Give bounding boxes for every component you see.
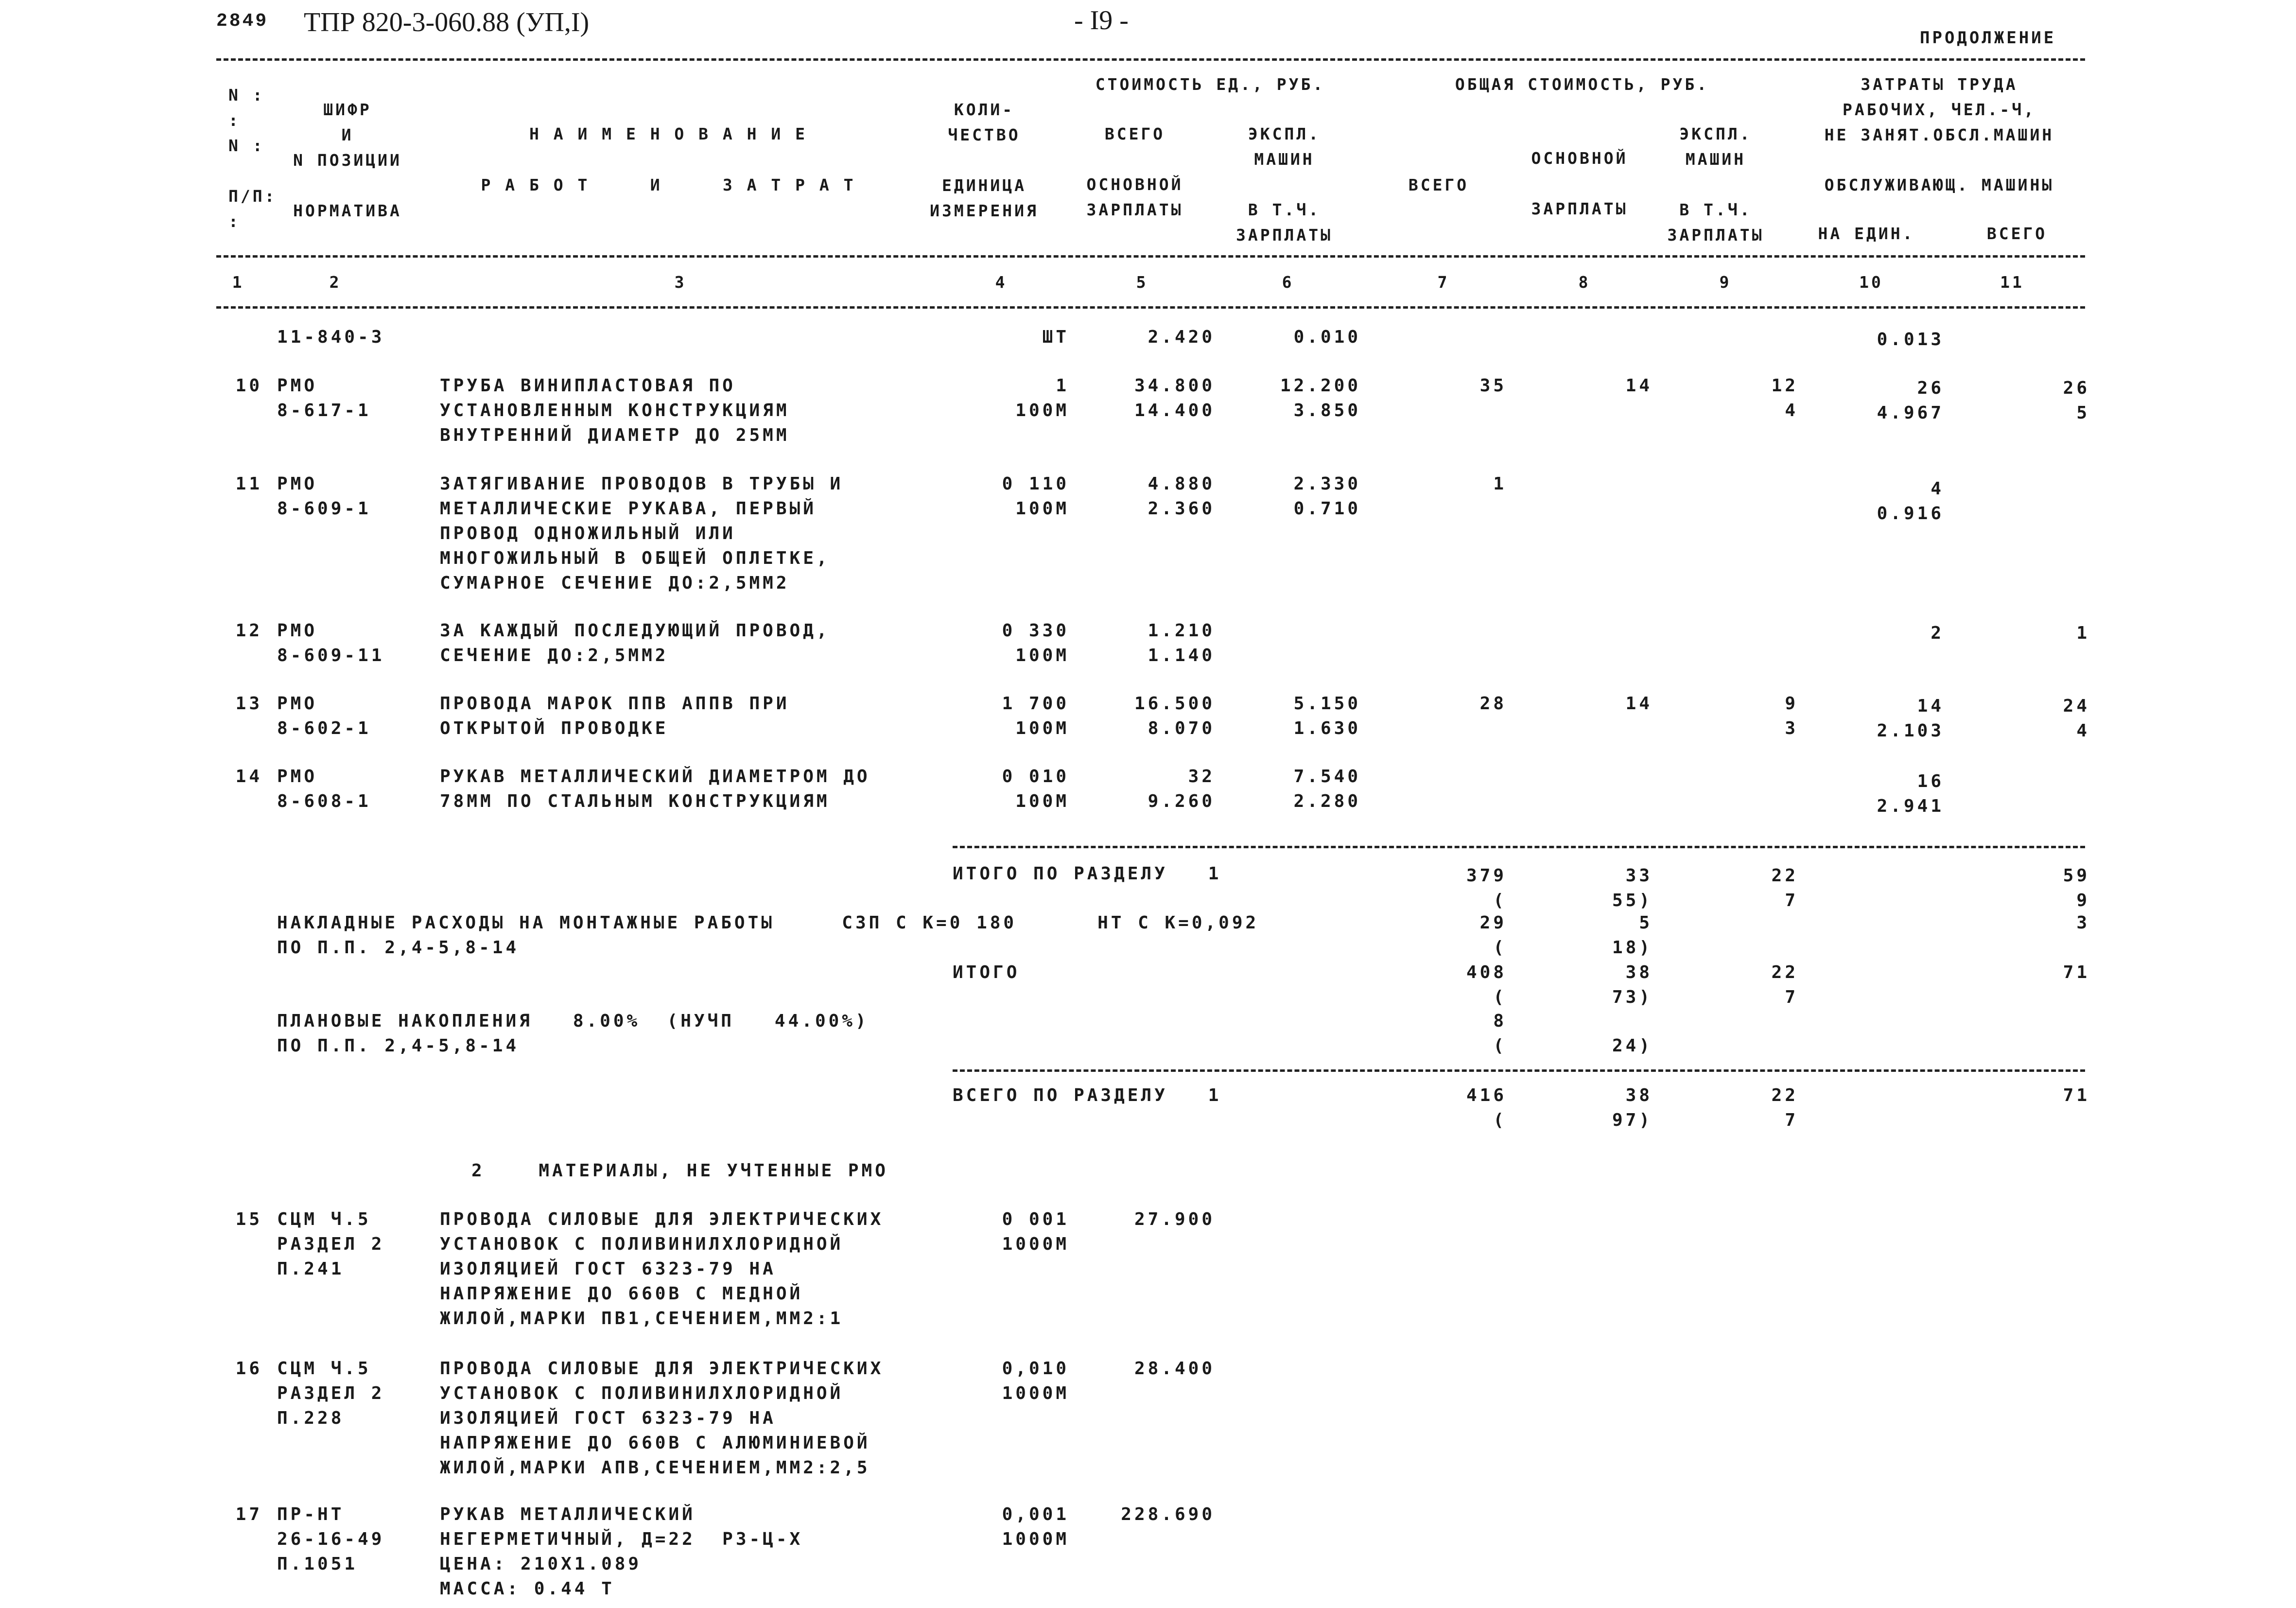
mat-row-15-qty: 0 001 1000М xyxy=(1002,1209,1069,1254)
colnum-11: 11 xyxy=(2000,273,2024,292)
mat-row-16-qty: 0,010 1000М xyxy=(1002,1359,1069,1403)
colnum-9: 9 xyxy=(1719,273,1732,292)
row-0-labor-unit: 0.013 xyxy=(1877,330,1944,350)
header-total-machine: ЭКСПЛ. МАШИН В Т.Ч. ЗАРПЛАТЫ xyxy=(1667,124,1764,245)
itogo-razdel-labor: 59 9 xyxy=(2063,866,2090,910)
header-name-bottom: Р А Б О Т И З А Т Р А Т xyxy=(481,175,856,194)
header-unit-total: ВСЕГО ОСНОВНОЙ ЗАРПЛАТЫ xyxy=(1086,124,1183,219)
row-5-num: 14 xyxy=(235,767,262,787)
row-2-code: РМО 8-609-1 xyxy=(277,474,371,519)
mat-row-17-num: 17 xyxy=(235,1504,262,1524)
colnum-7: 7 xyxy=(1437,273,1450,292)
row-4-tmach: 9 3 xyxy=(1785,694,1798,738)
itogo-labor: 71 xyxy=(2063,962,2090,982)
vsego-label: ВСЕГО ПО РАЗДЕЛУ 1 xyxy=(953,1085,1222,1105)
header-num: N : : N : П/П: : xyxy=(228,86,277,231)
row-5-name: РУКАВ МЕТАЛЛИЧЕСКИЙ ДИАМЕТРОМ ДО 78ММ ПО СТАЛЬНЫМ КОНСТРУКЦИЯМ xyxy=(440,767,870,811)
row-5-mach: 7.540 2.280 xyxy=(1293,767,1361,811)
row-2-total: 1 xyxy=(1493,474,1507,494)
mat-row-15-cost: 27.900 xyxy=(1134,1209,1215,1229)
itogo-razdel-wage-open: ( xyxy=(1493,891,1507,910)
overhead-total: 29 ( xyxy=(1479,913,1507,958)
row-5-cost: 32 9.260 xyxy=(1148,767,1215,811)
colnum-3: 3 xyxy=(674,273,687,292)
itogo-label: ИТОГО xyxy=(953,962,1020,982)
row-2-num: 11 xyxy=(235,474,262,494)
row-1-cost: 34.800 14.400 xyxy=(1134,376,1215,420)
header-labor-sub: ОБСЛУЖИВАЮЩ. МАШИНЫ xyxy=(1824,175,2054,194)
row-2-mach: 2.330 0.710 xyxy=(1293,474,1361,519)
itogo-razdel-wage: 33 55) xyxy=(1612,866,1652,910)
mat-row-17-qty: 0,001 1000М xyxy=(1002,1504,1069,1549)
row-2-qty: 0 110 100М xyxy=(1002,474,1069,519)
overhead-labor: 3 xyxy=(2076,913,2090,933)
row-1-name: ТРУБА ВИНИПЛАСТОВАЯ ПО УСТАНОВЛЕННЫМ КОНСТРУКЦИЯМ ВНУТРЕННИЙ ДИАМЕТР ДО 25ММ xyxy=(440,376,790,445)
header-bottom-rule xyxy=(216,255,2085,258)
colnum-10: 10 xyxy=(1859,273,1883,292)
row-0-code: 11-840-3 xyxy=(277,327,385,347)
row-0-qty: ШТ xyxy=(1042,327,1069,347)
mat-row-16-num: 16 xyxy=(235,1359,262,1379)
row-4-mach: 5.150 1.630 xyxy=(1293,694,1361,738)
row-1-qty: 1 100М xyxy=(1015,376,1069,420)
row-0-cost: 2.420 xyxy=(1148,327,1215,347)
row-3-name: ЗА КАЖДЫЙ ПОСЛЕДУЮЩИЙ ПРОВОД, СЕЧЕНИЕ ДО:2,5ММ2 xyxy=(440,621,830,665)
itogo-total: 408 ( xyxy=(1466,962,1507,1007)
header-labor-unit: НА ЕДИН. xyxy=(1818,224,1915,243)
mat-row-16-name: ПРОВОДА СИЛОВЫЕ ДЛЯ ЭЛЕКТРИЧЕСКИХ УСТАНОВОК С ПОЛИВИНИЛХЛОРИДНОЙ ИЗОЛЯЦИЕЙ ГОСТ 6323-79 НА НАПРЯЖЕНИЕ ДО 660В С АЛЮМИНИЕВОЙ ЖИЛОЙ,МАРКИ АПВ,СЕЧЕНИЕМ,ММ2:2,5 xyxy=(440,1359,884,1478)
header-total-all: ВСЕГО xyxy=(1408,175,1469,194)
row-4-total: 28 xyxy=(1479,694,1507,714)
mat-row-17-code: ПР-НТ 26-16-49 П.1051 xyxy=(277,1504,385,1574)
row-3-qty: 0 330 100М xyxy=(1002,621,1069,665)
summary-top-rule xyxy=(953,846,2085,848)
header-code: ШИФР И N ПОЗИЦИИ НОРМАТИВА xyxy=(293,100,402,220)
header-total-cost-group: ОБЩАЯ СТОИМОСТЬ, РУБ. xyxy=(1455,75,1709,94)
row-1-labor-unit: 26 4.967 xyxy=(1877,378,1944,423)
row-1-num: 10 xyxy=(235,376,262,396)
plan-wage: 24) xyxy=(1612,1036,1652,1056)
header-labor-group: ЗАТРАТЫ ТРУДА РАБОЧИХ, ЧЕЛ.-Ч, НЕ ЗАНЯТ.ОБСЛ.МАШИН xyxy=(1824,75,2054,144)
row-3-labor-unit: 2 xyxy=(1931,623,1944,643)
header-quantity: КОЛИ- ЧЕСТВО ЕДИНИЦА ИЗМЕРЕНИЯ xyxy=(930,100,1039,220)
row-5-qty: 0 010 100М xyxy=(1002,767,1069,811)
row-4-name: ПРОВОДА МАРОК ППВ АППВ ПРИ ОТКРЫТОЙ ПРОВОДКЕ xyxy=(440,694,790,738)
header-top-rule xyxy=(216,58,2085,61)
mat-row-15-num: 15 xyxy=(235,1209,262,1229)
row-5-labor-unit: 16 2.941 xyxy=(1877,771,1944,816)
colnum-6: 6 xyxy=(1282,273,1294,292)
row-1-wage: 14 xyxy=(1625,376,1652,396)
row-4-code: РМО 8-602-1 xyxy=(277,694,371,738)
doc-code: 2849 xyxy=(216,11,269,32)
overhead-text: НАКЛАДНЫЕ РАСХОДЫ НА МОНТАЖНЫЕ РАБОТЫ СЗП С К=0 180 НТ С К=0,092 ПО П.П. 2,4-5,8-14 xyxy=(277,913,1259,958)
row-2-name: ЗАТЯГИВАНИЕ ПРОВОДОВ В ТРУБЫ И МЕТАЛЛИЧЕСКИЕ РУКАВА, ПЕРВЫЙ ПРОВОД ОДНОЖИЛЬНЫЙ ИЛИ МНОГОЖИЛЬНЫЙ В ОБЩЕЙ ОПЛЕТКЕ, СУМАРНОЕ СЕЧЕНИЕ ДО:2,5ММ2 xyxy=(440,474,844,593)
itogo-mach: 22 7 xyxy=(1771,962,1798,1007)
mat-row-15-name: ПРОВОДА СИЛОВЫЕ ДЛЯ ЭЛЕКТРИЧЕСКИХ УСТАНОВОК С ПОЛИВИНИЛХЛОРИДНОЙ ИЗОЛЯЦИЕЙ ГОСТ 6323-79 НА НАПРЯЖЕНИЕ ДО 660В С МЕДНОЙ ЖИЛОЙ,МАРКИ ПВ1,СЕЧЕНИЕМ,ММ2:1 xyxy=(440,1209,884,1328)
colnum-1: 1 xyxy=(232,273,244,292)
page-number: - I9 - xyxy=(1074,5,1129,35)
row-1-total: 35 xyxy=(1479,376,1507,396)
mat-row-17-cost: 228.690 xyxy=(1121,1504,1215,1524)
vsego-total: 416 ( xyxy=(1466,1085,1507,1130)
row-4-labor-unit: 14 2.103 xyxy=(1877,696,1944,741)
row-5-code: РМО 8-608-1 xyxy=(277,767,371,811)
row-1-tmach: 12 4 xyxy=(1771,376,1798,420)
colnum-4: 4 xyxy=(995,273,1008,292)
colnum-5: 5 xyxy=(1136,273,1148,292)
row-1-labor-total: 26 5 xyxy=(2063,378,2090,423)
colnum-2: 2 xyxy=(329,273,342,292)
itogo-razdel-total: 379 xyxy=(1466,866,1507,886)
itogo-wage: 38 73) xyxy=(1612,962,1652,1007)
row-2-cost: 4.880 2.360 xyxy=(1148,474,1215,519)
colnum-8: 8 xyxy=(1578,273,1591,292)
row-4-cost: 16.500 8.070 xyxy=(1134,694,1215,738)
row-3-cost: 1.210 1.140 xyxy=(1148,621,1215,665)
row-0-mach: 0.010 xyxy=(1293,327,1361,347)
row-2-labor-unit: 4 0.916 xyxy=(1877,479,1944,524)
mat-row-15-code: СЦМ Ч.5 РАЗДЕЛ 2 П.241 xyxy=(277,1209,385,1279)
header-unit-machine: ЭКСПЛ. МАШИН В Т.Ч. ЗАРПЛАТЫ xyxy=(1236,124,1333,245)
mat-row-16-code: СЦМ Ч.5 РАЗДЕЛ 2 П.228 xyxy=(277,1359,385,1428)
itogo-razdel-mach: 22 7 xyxy=(1771,866,1798,910)
continuation-label: ПРОДОЛЖЕНИЕ xyxy=(1920,28,2056,48)
section-2-title: 2 МАТЕРИАЛЫ, НЕ УЧТЕННЫЕ РМО xyxy=(471,1161,888,1181)
mat-row-16-cost: 28.400 xyxy=(1134,1359,1215,1379)
row-4-num: 13 xyxy=(235,694,262,714)
vsego-wage: 38 97) xyxy=(1612,1085,1652,1130)
summary-bottom-rule xyxy=(953,1069,2085,1072)
row-4-qty: 1 700 100М xyxy=(1002,694,1069,738)
row-3-code: РМО 8-609-11 xyxy=(277,621,385,665)
vsego-mach: 22 7 xyxy=(1771,1085,1798,1130)
itogo-razdel-label: ИТОГО ПО РАЗДЕЛУ 1 xyxy=(953,864,1222,884)
plan-total: 8 ( xyxy=(1493,1011,1507,1056)
vsego-labor: 71 xyxy=(2063,1085,2090,1105)
header-unit-cost-group: СТОИМОСТЬ ЕД., РУБ. xyxy=(1095,75,1325,94)
row-4-wage: 14 xyxy=(1625,694,1652,714)
doc-title: ТПР 820-3-060.88 (УП,I) xyxy=(304,7,590,37)
row-3-labor-total: 1 xyxy=(2076,623,2090,643)
header-labor-total: ВСЕГО xyxy=(1986,224,2048,243)
overhead-wage: 5 18) xyxy=(1612,913,1652,958)
row-1-mach: 12.200 3.850 xyxy=(1280,376,1361,420)
row-1-code: РМО 8-617-1 xyxy=(277,376,371,420)
row-4-labor-total: 24 4 xyxy=(2063,696,2090,741)
header-total-wage: ОСНОВНОЙ ЗАРПЛАТЫ xyxy=(1531,149,1628,218)
column-number-rule xyxy=(216,306,2085,309)
header-name-top: Н А И М Е Н О В А Н И Е xyxy=(529,124,807,143)
mat-row-17-name: РУКАВ МЕТАЛЛИЧЕСКИЙ НЕГЕРМЕТИЧНЫЙ, Д=22 РЗ-Ц-Х ЦЕНА: 210Х1.089 МАССА: 0.44 Т xyxy=(440,1504,803,1599)
row-3-num: 12 xyxy=(235,621,262,641)
plan-accumulation-text: ПЛАНОВЫЕ НАКОПЛЕНИЯ 8.00% (НУЧП 44.00%) ПО П.П. 2,4-5,8-14 xyxy=(277,1011,869,1056)
